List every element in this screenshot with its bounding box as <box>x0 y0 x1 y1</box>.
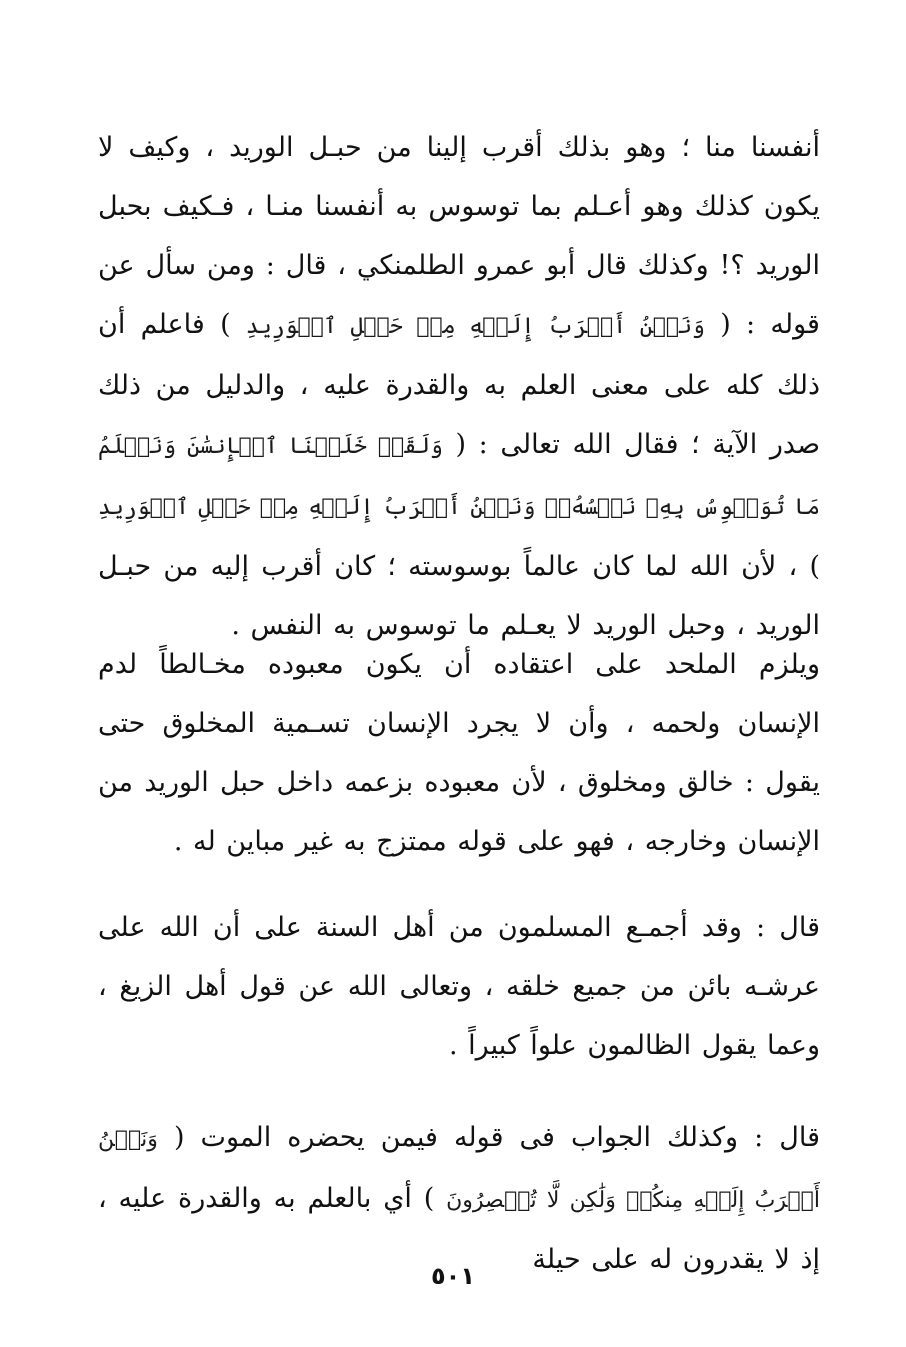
paragraph-1-text <box>98 118 820 655</box>
paragraph-3 <box>98 898 820 1075</box>
quran-quote-1: وَنَحۡنُ أَقۡرَبُ إِلَيۡهِ مِنۡ حَبۡلِ ٱلۡوَرِيدِ <box>245 314 705 339</box>
paragraph-4-part-1: قال : وكذلك الجواب فى قوله فيمن يحضره الموت ( <box>173 1122 821 1153</box>
paragraph-2 <box>98 635 820 871</box>
quran-quote-2: وَلَقَدۡ خَلَقۡنَا ٱلۡإِنسَٰنَ وَنَعۡلَمُ مَا تُوَسۡوِسُ بِهِۦ نَفۡسُهُۥۖ وَنَحۡنُ أَقۡرَبُ إِلَيۡهِ مِنۡ حَبۡلِ ٱلۡوَرِيدِ <box>98 434 820 520</box>
page-number: ٥٠١ <box>431 1262 475 1290</box>
paragraph-1-part-1: أنفسنا منا ؛ وهو بذلك أقرب إلينا من حبـل الوريد ، وكيف لا يكون كذلك وهو أعـلم بما توسوس به أنفسنا منـا ، فـكيف بحبل الوريد ؟! وكذلك قال أبو عمرو الطلمنكي ، قال : ومن سأل عن قوله : ( <box>98 132 820 340</box>
paragraph-1-part-3: ) ، لأن الله لما كان عالماً بوسوسته ؛ كان أقرب إليه من حبـل الوريد ، وحبل الوريد لا يعـلم ما توسوس به النفس . <box>98 551 820 641</box>
paragraph-2-text: ويلزم الملحد على اعتقاده أن يكون معبوده مخـالطاً لدم الإنسان ولحمه ، وأن لا يجرد الإنسان تسـمية المخلوق حتى يقول : خالق ومخلوق ، لأن معبوده بزعمه داخل حبل الوريد من الإنسان وخارجه ، فهو على قوله ممتزج به غير مباين له . <box>98 649 820 857</box>
quran-quote-3: وَنَحۡنُ أَقۡرَبُ إِلَيۡهِ مِنكُمۡ وَلَٰكِن لَّا تُبۡصِرُونَ <box>98 1127 820 1213</box>
paragraph-3-text: قال : وقد أجمـع المسلمون من أهل السنة على أن الله على عرشـه بائن من جميع خلقه ، وتعالى الله عن قول أهل الزيغ ، وعما يقول الظالمون علواً كبيراً . <box>98 912 820 1061</box>
paragraph-4-part-2: ) أي بالعلم به والقدرة عليه ، إذ لا يقدرون له على حيلة <box>98 1183 820 1275</box>
paragraph-1-part-2: ) فاعلم أن ذلك كله على معنى العلم به والقدرة عليه ، والدليل من ذلك صدر الآية ؛ فقال الله تعالى : ( <box>98 309 820 460</box>
paragraph-1 <box>98 118 820 655</box>
